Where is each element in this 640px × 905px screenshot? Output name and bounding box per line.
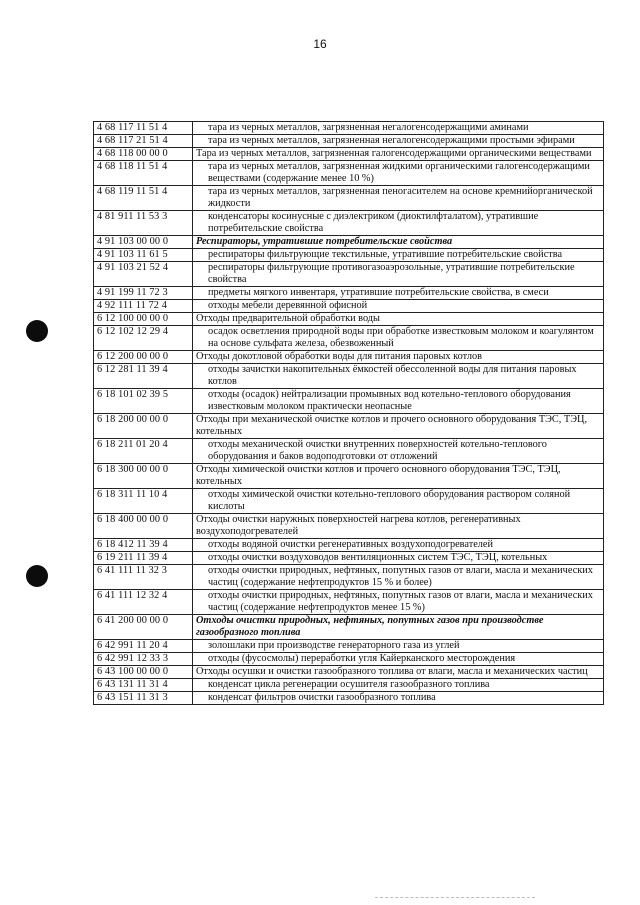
waste-code: 4 91 103 21 52 4 bbox=[94, 262, 193, 287]
waste-description: Отходы при механической очистке котлов и прочего основного оборудования ТЭС, ТЭЦ, котельных bbox=[193, 414, 604, 439]
table-row bbox=[94, 351, 604, 364]
waste-description: отходы очистки воздуховодов вентиляционных систем ТЭС, ТЭЦ, котельных bbox=[193, 552, 604, 565]
waste-code-table bbox=[93, 121, 604, 705]
waste-description: Отходы предварительной обработки воды bbox=[193, 313, 604, 326]
table-row bbox=[94, 313, 604, 326]
waste-description: конденсат фильтров очистки газообразного топлива bbox=[193, 692, 604, 705]
table-row bbox=[94, 514, 604, 539]
table-row bbox=[94, 640, 604, 653]
table-row bbox=[94, 692, 604, 705]
waste-description: отходы очистки природных, нефтяных, попутных газов от влаги, масла и механических частиц (содержание нефтепродуктов менее 15 %) bbox=[193, 590, 604, 615]
waste-description: Отходы очистки природных, нефтяных, попутных газов при производстве газообразного топлива bbox=[193, 615, 604, 640]
table-body bbox=[94, 122, 604, 705]
waste-code: 6 18 300 00 00 0 bbox=[94, 464, 193, 489]
table-row bbox=[94, 122, 604, 135]
table-row bbox=[94, 161, 604, 186]
waste-code: 4 92 111 11 72 4 bbox=[94, 300, 193, 313]
waste-description: предметы мягкого инвентаря, утратившие потребительские свойства, в смеси bbox=[193, 287, 604, 300]
table-row bbox=[94, 414, 604, 439]
waste-description: осадок осветления природной воды при обработке известковым молоком и коагулянтом на основе сульфата железа, обезвоженный bbox=[193, 326, 604, 351]
waste-code: 4 68 118 00 00 0 bbox=[94, 148, 193, 161]
waste-code: 6 18 412 11 39 4 bbox=[94, 539, 193, 552]
waste-code: 4 91 103 00 00 0 bbox=[94, 236, 193, 249]
waste-code: 6 42 991 11 20 4 bbox=[94, 640, 193, 653]
waste-description: конденсат цикла регенерации осушителя газообразного топлива bbox=[193, 679, 604, 692]
waste-code: 6 12 100 00 00 0 bbox=[94, 313, 193, 326]
waste-code: 4 81 911 11 53 3 bbox=[94, 211, 193, 236]
waste-description: Тара из черных металлов, загрязненная галогенсодержащими органическими веществами bbox=[193, 148, 604, 161]
waste-description: отходы механической очистки внутренних поверхностей котельно-теплового оборудования и баков водоподготовки от отложений bbox=[193, 439, 604, 464]
table-row bbox=[94, 565, 604, 590]
table-row bbox=[94, 249, 604, 262]
waste-description: Отходы очистки наружных поверхностей нагрева котлов, регенеративных воздухоподогревателей bbox=[193, 514, 604, 539]
table-row bbox=[94, 326, 604, 351]
binder-hole bbox=[26, 565, 48, 587]
table-row bbox=[94, 287, 604, 300]
waste-description: золошлаки при производстве генераторного газа из углей bbox=[193, 640, 604, 653]
waste-code: 6 43 151 11 31 3 bbox=[94, 692, 193, 705]
table-row bbox=[94, 148, 604, 161]
waste-code: 4 68 117 21 51 4 bbox=[94, 135, 193, 148]
scan-artifact bbox=[375, 897, 535, 899]
table-row bbox=[94, 539, 604, 552]
table-row bbox=[94, 590, 604, 615]
waste-code: 6 18 200 00 00 0 bbox=[94, 414, 193, 439]
waste-code: 4 68 118 11 51 4 bbox=[94, 161, 193, 186]
table-row bbox=[94, 653, 604, 666]
waste-code: 6 19 211 11 39 4 bbox=[94, 552, 193, 565]
waste-description: отходы водяной очистки регенеративных воздухоподогревателей bbox=[193, 539, 604, 552]
waste-code: 6 43 100 00 00 0 bbox=[94, 666, 193, 679]
waste-code: 6 12 102 12 29 4 bbox=[94, 326, 193, 351]
waste-description: Респираторы, утратившие потребительские свойства bbox=[193, 236, 604, 249]
waste-code: 6 18 211 01 20 4 bbox=[94, 439, 193, 464]
waste-code: 4 68 117 11 51 4 bbox=[94, 122, 193, 135]
table-row bbox=[94, 552, 604, 565]
waste-code: 6 42 991 12 33 3 bbox=[94, 653, 193, 666]
table-row bbox=[94, 615, 604, 640]
binder-hole bbox=[26, 320, 48, 342]
waste-description: Отходы осушки и очистки газообразного топлива от влаги, масла и механических частиц bbox=[193, 666, 604, 679]
waste-description: тара из черных металлов, загрязненная пеногасителем на основе кремнийорганической жидкости bbox=[193, 186, 604, 211]
waste-code: 6 18 101 02 39 5 bbox=[94, 389, 193, 414]
waste-description: отходы зачистки накопительных ёмкостей обессоленной воды для питания паровых котлов bbox=[193, 364, 604, 389]
waste-description: отходы химической очистки котельно-теплового оборудования раствором соляной кислоты bbox=[193, 489, 604, 514]
waste-description: Отходы химической очистки котлов и прочего основного оборудования ТЭС, ТЭЦ, котельных bbox=[193, 464, 604, 489]
table-row bbox=[94, 211, 604, 236]
waste-description: Отходы докотловой обработки воды для питания паровых котлов bbox=[193, 351, 604, 364]
waste-description: тара из черных металлов, загрязненная негалогенсодержащими простыми эфирами bbox=[193, 135, 604, 148]
waste-description: респираторы фильтрующие противогазоаэрозольные, утратившие потребительские свойства bbox=[193, 262, 604, 287]
waste-code: 6 18 400 00 00 0 bbox=[94, 514, 193, 539]
waste-code: 6 12 281 11 39 4 bbox=[94, 364, 193, 389]
table-row bbox=[94, 389, 604, 414]
waste-code: 6 43 131 11 31 4 bbox=[94, 679, 193, 692]
table-row bbox=[94, 236, 604, 249]
waste-description: тара из черных металлов, загрязненная негалогенсодержащими аминами bbox=[193, 122, 604, 135]
waste-code: 4 91 103 11 61 5 bbox=[94, 249, 193, 262]
waste-description: отходы мебели деревянной офисной bbox=[193, 300, 604, 313]
waste-code: 6 12 200 00 00 0 bbox=[94, 351, 193, 364]
waste-description: конденсаторы косинусные с диэлектриком (диоктилфталатом), утратившие потребительские свойства bbox=[193, 211, 604, 236]
waste-description: тара из черных металлов, загрязненная жидкими органическими галогенсодержащими веществами (содержание менее 10 %) bbox=[193, 161, 604, 186]
waste-description: респираторы фильтрующие текстильные, утратившие потребительские свойства bbox=[193, 249, 604, 262]
waste-code: 4 91 199 11 72 3 bbox=[94, 287, 193, 300]
table-row bbox=[94, 186, 604, 211]
table-row bbox=[94, 262, 604, 287]
table-row bbox=[94, 300, 604, 313]
table-row bbox=[94, 135, 604, 148]
table-row bbox=[94, 464, 604, 489]
table-row bbox=[94, 666, 604, 679]
waste-code: 6 41 111 12 32 4 bbox=[94, 590, 193, 615]
waste-description: отходы (осадок) нейтрализации промывных вод котельно-теплового оборудования известковым молоком практически неопасные bbox=[193, 389, 604, 414]
page-number: 16 bbox=[313, 37, 327, 51]
table-row bbox=[94, 679, 604, 692]
waste-description: отходы очистки природных, нефтяных, попутных газов от влаги, масла и механических частиц (содержание нефтепродуктов 15 % и более) bbox=[193, 565, 604, 590]
table-row bbox=[94, 439, 604, 464]
table-row bbox=[94, 364, 604, 389]
table-row bbox=[94, 489, 604, 514]
waste-code: 4 68 119 11 51 4 bbox=[94, 186, 193, 211]
waste-code: 6 18 311 11 10 4 bbox=[94, 489, 193, 514]
waste-code: 6 41 111 11 32 3 bbox=[94, 565, 193, 590]
waste-code: 6 41 200 00 00 0 bbox=[94, 615, 193, 640]
waste-description: отходы (фусосмолы) переработки угля Кайерканского месторождения bbox=[193, 653, 604, 666]
